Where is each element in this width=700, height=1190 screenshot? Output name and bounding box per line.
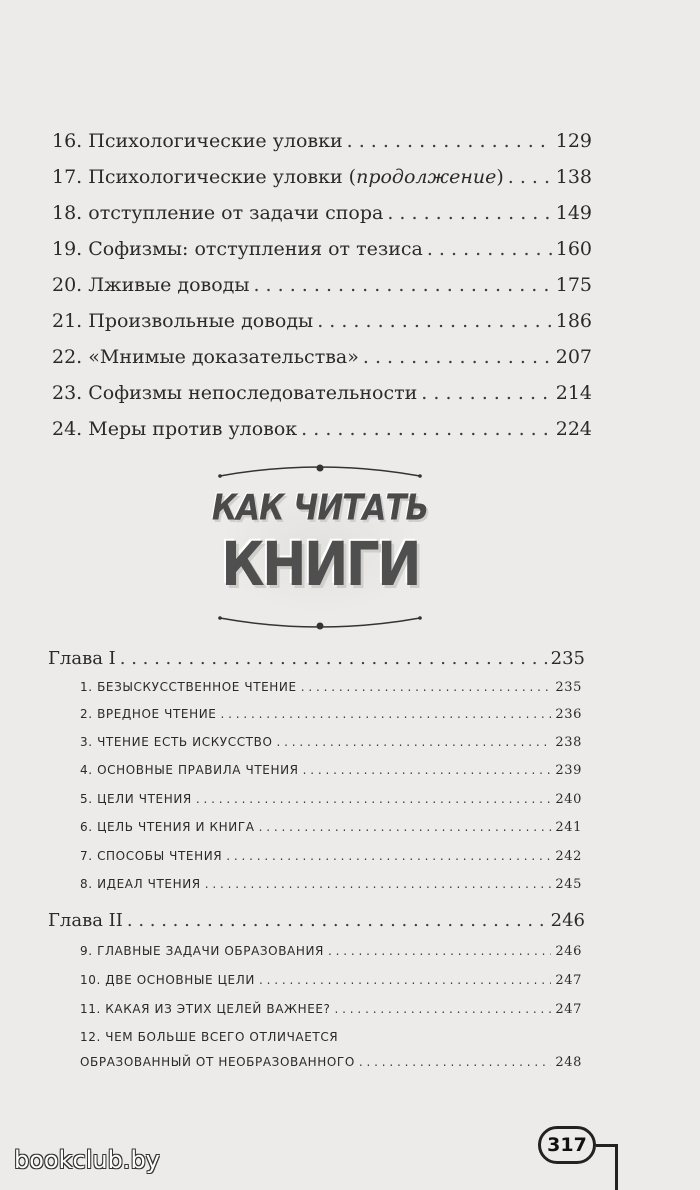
page-ref: 160 (555, 238, 592, 260)
toc-entry[interactable]: 24. Меры против уловок . . . 224 (52, 418, 592, 446)
leader-dots (301, 418, 552, 440)
page-ref: 224 (555, 418, 592, 440)
leader-dots (259, 973, 551, 987)
toc-entry[interactable]: 16. Психологические уловки . . . 129 (52, 130, 592, 158)
leader-dots (196, 792, 552, 806)
toc-entry[interactable]: 19. Софизмы: отступления от тезиса . . . 160 (52, 238, 592, 266)
toc-subentry[interactable]: 9. ГЛАВНЫЕ ЗАДАЧИ ОБРАЗОВАНИЯ . . . 246 (80, 944, 582, 966)
leader-dots (508, 166, 552, 188)
toc-subentry[interactable]: ОБРАЗОВАННЫЙ ОТ НЕОБРАЗОВАННОГО . . . 248 (80, 1055, 582, 1077)
toc-subentry[interactable]: 4. ОСНОВНЫЕ ПРАВИЛА ЧТЕНИЯ . . . 239 (80, 763, 582, 785)
toc-chapter[interactable]: Глава II . . . 246 (48, 910, 585, 936)
leader-dots (303, 763, 552, 777)
toc-subentry[interactable]: 5. ЦЕЛИ ЧТЕНИЯ . . . 240 (80, 792, 582, 814)
leader-dots (205, 877, 552, 891)
toc-subentry[interactable]: 2. ВРЕДНОЕ ЧТЕНИЕ . . . 236 (80, 707, 582, 729)
top-ornament-divider (200, 460, 440, 480)
leader-dots (421, 382, 551, 404)
toc-subentry[interactable]: 6. ЦЕЛЬ ЧТЕНИЯ И КНИГА . . . 241 (80, 820, 582, 842)
leader-dots (253, 274, 551, 296)
toc-entry[interactable]: 17. Психологические уловки (продолжение) . . . 138 (52, 166, 592, 194)
toc-subentry[interactable]: 3. ЧТЕНИЕ ЕСТЬ ИСКУССТВО . . . 238 (80, 735, 582, 757)
toc-subentry[interactable]: 1. БЕЗЫСКУССТВЕННОЕ ЧТЕНИЕ . . . 235 (80, 680, 582, 702)
bottom-ornament-divider (200, 614, 440, 634)
toc-entry[interactable]: 23. Софизмы непоследовательности . . . 214 (52, 382, 592, 410)
corner-bracket (615, 1144, 618, 1190)
page-number-badge: 317 (538, 1126, 596, 1164)
leader-dots (226, 849, 551, 863)
page-ref: 246 (550, 910, 585, 931)
page-ref: 138 (555, 166, 592, 188)
leader-dots (328, 944, 551, 958)
book-title-line2: КНИГИ (221, 528, 419, 600)
toc-entry[interactable]: 21. Произвольные доводы . . . 186 (52, 310, 592, 338)
toc-entry[interactable]: 20. Лживые доводы . . . 175 (52, 274, 592, 302)
leader-dots (359, 1055, 551, 1069)
leader-dots (347, 130, 552, 152)
toc-subentry[interactable]: 7. СПОСОБЫ ЧТЕНИЯ . . . 242 (80, 849, 582, 871)
page-ref: 129 (555, 130, 592, 152)
book-title-line1: КАК ЧИТАТЬ (211, 487, 429, 529)
leader-dots (220, 707, 551, 721)
leader-dots (277, 735, 552, 749)
watermark: bookclub.by (14, 1146, 160, 1174)
page-ref: 207 (555, 346, 592, 368)
leader-dots (387, 202, 551, 224)
leader-dots (120, 648, 547, 669)
toc-subentry[interactable]: 10. ДВЕ ОСНОВНЫЕ ЦЕЛИ . . . 247 (80, 973, 582, 995)
page-ref: 175 (555, 274, 592, 296)
toc-chapter[interactable]: Глава I . . . 235 (48, 648, 585, 674)
toc-entry[interactable]: 18. отступление от задачи спора . . . 149 (52, 202, 592, 230)
toc-subentry[interactable]: 11. КАКАЯ ИЗ ЭТИХ ЦЕЛЕЙ ВАЖНЕЕ? . . . 247 (80, 1002, 582, 1024)
page-ref: 149 (555, 202, 592, 224)
toc-subentry-line1[interactable]: 12. ЧЕМ БОЛЬШЕ ВСЕГО ОТЛИЧАЕТСЯ (80, 1030, 339, 1044)
leader-dots (317, 310, 552, 332)
leader-dots (335, 1002, 552, 1016)
toc-entry[interactable]: 22. «Мнимые доказательства» . . . 207 (52, 346, 592, 374)
leader-dots (259, 820, 552, 834)
toc-subentry[interactable]: 8. ИДЕАЛ ЧТЕНИЯ . . . 245 (80, 877, 582, 899)
leader-dots (301, 680, 552, 694)
page-ref: 214 (555, 382, 592, 404)
page-ref: 235 (550, 648, 585, 669)
leader-dots (427, 238, 552, 260)
page-ref: 186 (555, 310, 592, 332)
leader-dots (127, 910, 547, 931)
leader-dots (363, 346, 552, 368)
